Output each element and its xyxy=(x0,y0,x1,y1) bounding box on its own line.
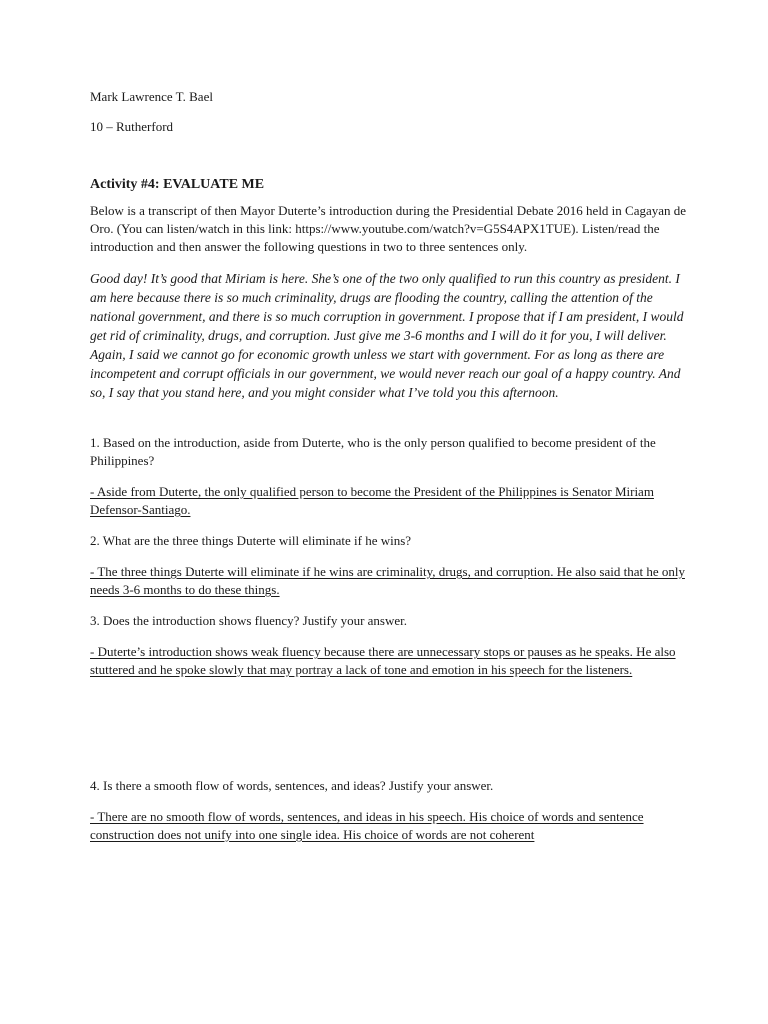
question-text: 2. What are the three things Duterte will eliminate if he wins? xyxy=(90,533,412,548)
question-text: 3. Does the introduction shows fluency? Justify your answer. xyxy=(90,613,408,628)
student-name: Mark Lawrence T. Bael xyxy=(90,89,213,104)
question-text: 4. Is there a smooth flow of words, sentences, and ideas? Justify your answer. xyxy=(90,778,494,793)
activity-title: Activity #4: EVALUATE ME xyxy=(90,177,265,192)
question-block-1 xyxy=(90,434,690,519)
document-page xyxy=(90,88,690,857)
question-block-4 xyxy=(90,777,690,844)
transcript-quote: Good day! It’s good that Miriam is here. She’s one of the two only qualified to run this country as president. I am here because there is so much criminality, drugs are flooding the country, calling the attention of the national government, and there is so much corruption in government. I propose that if I am president, I would get rid of criminality, drugs, and corruption. Just give me 3-6 months and I will do it for you, I will deliver. Again, I said we cannot go for economic growth unless we start with government. For as long as there are incompetent and corrupt officials in our government, we would never reach our goal of a happy country. And so, I say that you stand here, and you might consider what I’ve told you this afternoon. xyxy=(90,271,684,400)
activity-instructions: Below is a transcript of then Mayor Duterte’s introduction during the Presidential Debate 2016 held in Cagayan de Oro. (You can listen/watch in this link: https://www.youtube.com/watch?v=G5S4APX1TUE). Listen/read the introduction and then answer the following questions in two to three sentences only. xyxy=(90,203,687,254)
question-text: 1. Based on the introduction, aside from Duterte, who is the only person qualified to become president of the Philippines? xyxy=(90,435,656,468)
question-block-2 xyxy=(90,532,690,599)
answer-text: - There are no smooth flow of words, sentences, and ideas in his speech. His choice of words and sentence construction does not unify into one single idea. His choice of words are not coherent xyxy=(90,809,644,842)
answer-text: - Aside from Duterte, the only qualified person to become the President of the Philippines is Senator Miriam Defensor-Santiago. xyxy=(90,484,654,517)
student-section: 10 – Rutherford xyxy=(90,119,174,134)
answer-text: - Duterte’s introduction shows weak fluency because there are unnecessary stops or pauses as he speaks. He also stuttered and he spoke slowly that may portray a lack of tone and emotion in his speech for the listeners. xyxy=(90,644,676,677)
answer-text: - The three things Duterte will eliminate if he wins are criminality, drugs, and corruption. He also said that he only needs 3-6 months to do these things. xyxy=(90,564,685,597)
question-block-3 xyxy=(90,612,690,679)
